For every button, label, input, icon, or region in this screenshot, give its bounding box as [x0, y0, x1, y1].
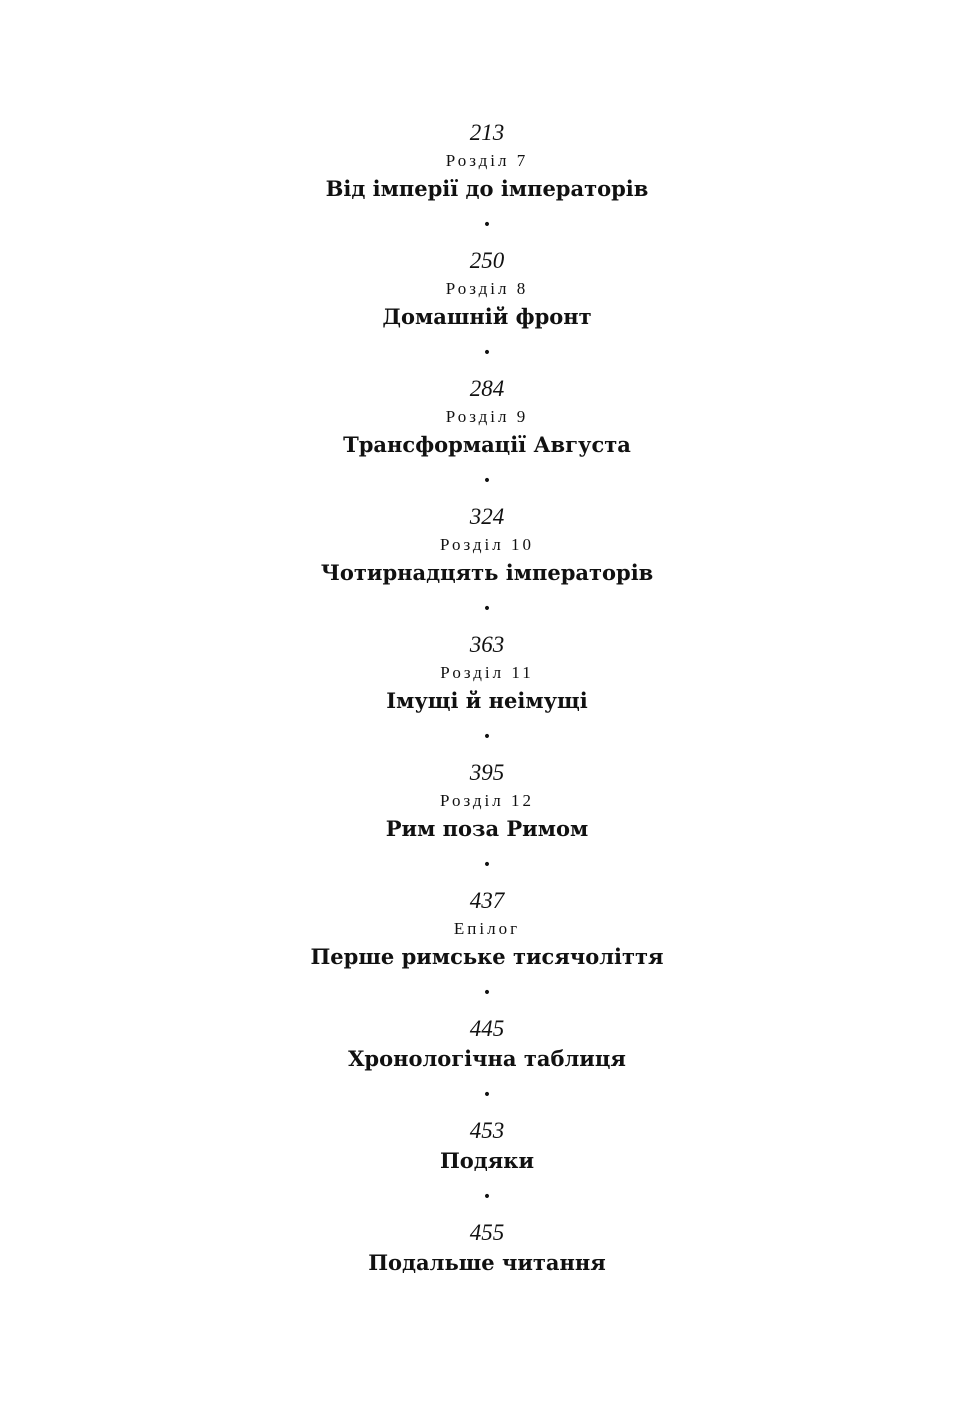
toc-entry-chapter-12 — [0, 758, 974, 844]
toc-entry-chapter-11 — [0, 630, 974, 716]
toc-entry-chapter-8 — [0, 246, 974, 332]
chapter-title: Подяки — [439, 1148, 535, 1173]
separator-bullet: • — [482, 473, 492, 489]
separator-bullet: • — [482, 1189, 492, 1205]
chapter-title: Трансформації Августа — [343, 432, 631, 457]
page-number: 437 — [469, 888, 505, 913]
chapter-label: Розділ 10 — [439, 535, 535, 554]
page-number: 250 — [469, 248, 505, 273]
chapter-title: Подальше читання — [368, 1250, 606, 1275]
toc-entry-chapter-10 — [0, 502, 974, 588]
chapter-title: Чотирнадцять імператорів — [320, 560, 654, 585]
chapter-label: Розділ 8 — [445, 279, 529, 298]
toc-entry-acknowledgements — [0, 1116, 974, 1176]
page-number: 284 — [469, 376, 505, 401]
page-number: 324 — [469, 504, 505, 529]
chapter-title: Домашній фронт — [382, 304, 592, 329]
toc-entry-epilogue — [0, 886, 974, 972]
chapter-label: Епілог — [453, 919, 521, 938]
toc-entry-chapter-9 — [0, 374, 974, 460]
page-number: 445 — [469, 1016, 505, 1041]
chapter-label: Розділ 9 — [445, 407, 529, 426]
page-number: 395 — [469, 760, 505, 785]
chapter-title: Від імперії до імператорів — [325, 176, 649, 201]
chapter-title: Хронологічна таблиця — [348, 1046, 626, 1071]
page-number: 453 — [469, 1118, 505, 1143]
toc-entry-chronology — [0, 1014, 974, 1074]
chapter-label: Розділ 12 — [439, 791, 535, 810]
table-of-contents — [0, 118, 974, 1278]
chapter-title: Перше римське тисячоліття — [310, 944, 664, 969]
chapter-label: Розділ 11 — [440, 663, 534, 682]
separator-bullet: • — [482, 345, 492, 361]
separator-bullet: • — [482, 1087, 492, 1103]
chapter-title: Рим поза Римом — [385, 816, 589, 841]
chapter-title: Імущі й неімущі — [386, 688, 588, 713]
separator-bullet: • — [482, 985, 492, 1001]
page-number: 363 — [469, 632, 505, 657]
chapter-label: Розділ 7 — [445, 151, 529, 170]
page-number: 455 — [469, 1220, 505, 1245]
page-number: 213 — [469, 120, 505, 145]
separator-bullet: • — [482, 729, 492, 745]
separator-bullet: • — [482, 601, 492, 617]
separator-bullet: • — [482, 857, 492, 873]
separator-bullet: • — [482, 217, 492, 233]
toc-entry-further-reading — [0, 1218, 974, 1278]
toc-entry-chapter-7 — [0, 118, 974, 204]
